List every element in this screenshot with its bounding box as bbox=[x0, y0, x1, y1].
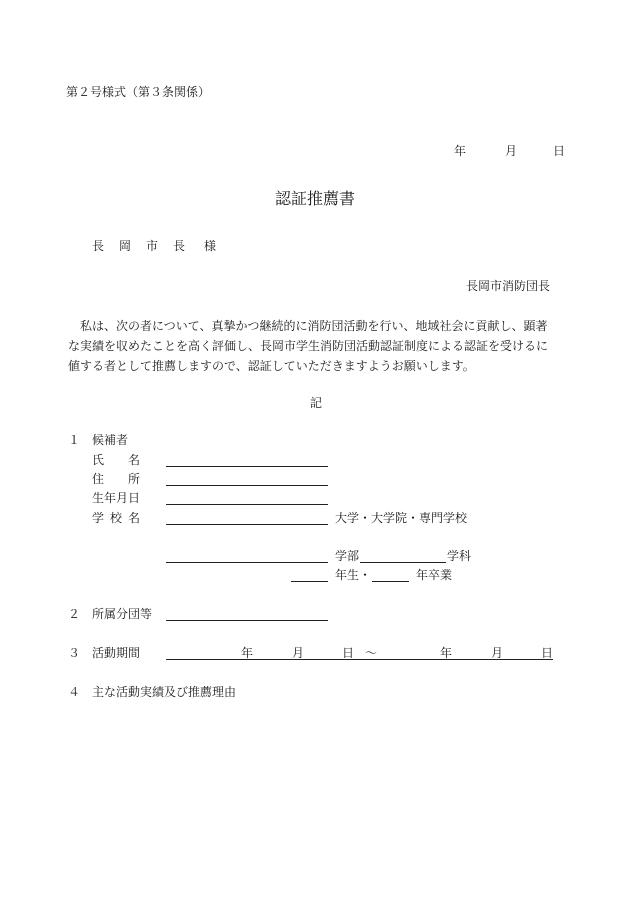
birthdate-label: 生年月日 bbox=[92, 491, 141, 505]
addressee-name: 長岡市長 bbox=[92, 239, 201, 253]
body-line: な実績を収めたことを高く評価し、長岡市学生消防団活動認証制度による認証を受けるに bbox=[68, 339, 549, 353]
date-day-label: 日 bbox=[553, 144, 566, 158]
address-underline[interactable] bbox=[166, 485, 328, 486]
item-3-label: 活動期間 bbox=[92, 646, 141, 660]
addressee-honorific: 様 bbox=[204, 239, 217, 253]
school-label: 学校名 bbox=[92, 511, 147, 525]
period-start-month: 月 bbox=[292, 646, 305, 660]
item-4-number: ４ bbox=[68, 685, 81, 699]
department-suffix: 学科 bbox=[447, 549, 472, 563]
period-end-month: 月 bbox=[491, 646, 504, 660]
faculty-underline[interactable] bbox=[166, 562, 328, 563]
period-start-day: 日 bbox=[342, 646, 355, 660]
body-paragraph bbox=[68, 316, 568, 376]
grade-suffix: 年生・ bbox=[335, 568, 372, 582]
name-label: 氏名 bbox=[92, 453, 165, 467]
item-2-number: ２ bbox=[68, 607, 81, 621]
period-end-day: 日 bbox=[541, 646, 554, 660]
body-line: 値する者として推薦しますので、認証していただきますようお願いします。 bbox=[68, 359, 475, 373]
item-3-number: ３ bbox=[68, 646, 81, 660]
faculty-suffix: 学部 bbox=[335, 549, 360, 563]
period-end-year: 年 bbox=[440, 646, 453, 660]
period-tilde: ～ bbox=[365, 646, 378, 660]
date-year-label: 年 bbox=[454, 144, 467, 158]
document-title: 認証推薦書 bbox=[275, 189, 356, 208]
ki-heading: 記 bbox=[310, 396, 323, 410]
school-underline[interactable] bbox=[166, 524, 328, 525]
item-1-label: 候補者 bbox=[92, 433, 129, 447]
item-1-number: １ bbox=[68, 433, 81, 447]
birthdate-underline[interactable] bbox=[166, 504, 328, 505]
school-type: 大学・大学院・専門学校 bbox=[335, 511, 468, 525]
item-4-label: 主な活動実績及び推薦理由 bbox=[92, 685, 237, 699]
grade-underline[interactable] bbox=[291, 581, 328, 582]
department-underline[interactable] bbox=[360, 562, 446, 563]
address-label: 住所 bbox=[92, 472, 165, 486]
form-number: 第２号様式（第３条関係） bbox=[66, 85, 211, 99]
graduation-underline[interactable] bbox=[372, 581, 409, 582]
body-line: 私は、次の者について、真摯かつ継続的に消防団活動を行い、地域社会に貢献し、顕著 bbox=[68, 319, 548, 333]
period-start-year: 年 bbox=[241, 646, 254, 660]
date-month-label: 月 bbox=[505, 144, 518, 158]
unit-underline[interactable] bbox=[166, 620, 328, 621]
sender-title: 長岡市消防団長 bbox=[466, 279, 551, 293]
graduation-suffix: 年卒業 bbox=[416, 568, 453, 582]
name-underline[interactable] bbox=[166, 466, 328, 467]
item-2-label: 所属分団等 bbox=[92, 607, 153, 621]
